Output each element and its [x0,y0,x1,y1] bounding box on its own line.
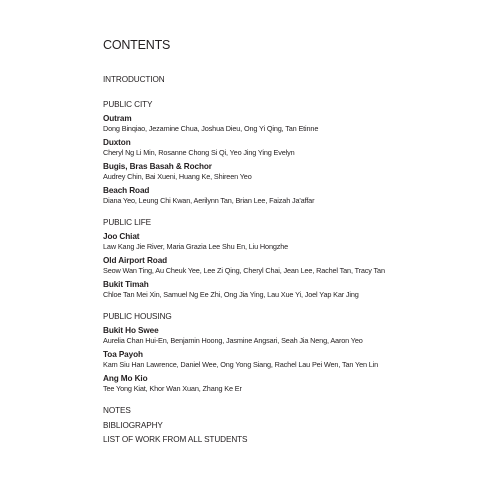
toc-entry[interactable] [103,186,463,206]
toc-item-introduction[interactable]: INTRODUCTION [103,75,165,84]
toc-item-end[interactable]: BIBLIOGRAPHY [103,420,163,430]
toc-section [103,311,463,394]
toc-entry[interactable] [103,232,463,252]
entry-title: Bukit Timah [103,280,149,289]
contents-page [103,37,463,449]
toc-end-items [103,405,463,445]
toc-sections [103,99,463,394]
toc-item-end[interactable]: LIST OF WORK FROM ALL STUDENTS [103,435,248,444]
toc-section [103,217,463,300]
toc-section [103,99,463,206]
entry-title: Bukit Ho Swee [103,326,159,335]
entry-authors: Chloe Tan Mei Xin, Samuel Ng Ee Zhi, Ong Jia Ying, Lau Xue Yi, Joel Yap Kar Jing [103,290,359,299]
toc-entry[interactable] [103,280,463,300]
entry-title: Outram [103,114,132,123]
entry-authors: Tee Yong Kiat, Khor Wan Xuan, Zhang Ke Er [103,384,242,393]
toc-entry[interactable] [103,256,463,276]
entry-authors: Kam Siu Han Lawrence, Daniel Wee, Ong Yong Siang, Rachel Lau Pei Wen, Tan Yen Lin [103,360,379,369]
entry-authors: Law Kang Jie River, Maria Grazia Lee Shu En, Liu Hongzhe [103,242,289,251]
entry-title: Beach Road [103,186,150,195]
entry-authors: Diana Yeo, Leung Chi Kwan, Aerilynn Tan, Brian Lee, Faizah Ja'affar [103,196,315,205]
toc-entry[interactable] [103,326,463,346]
entry-authors: Cheryl Ng Li Min, Rosanne Chong Si Qi, Yeo Jing Ying Evelyn [103,148,295,157]
section-heading[interactable]: PUBLIC HOUSING [103,312,172,321]
entry-authors: Dong Binqiao, Jezamine Chua, Joshua Dieu, Ong Yi Qing, Tan Etinne [103,124,319,133]
toc-entry[interactable] [103,374,463,394]
section-heading[interactable]: PUBLIC CITY [103,100,153,109]
toc-entry[interactable] [103,162,463,182]
section-heading[interactable]: PUBLIC LIFE [103,218,152,227]
page-title: CONTENTS [103,38,171,52]
toc-entry[interactable] [103,114,463,134]
toc-item-end[interactable]: NOTES [103,406,131,415]
entry-title: Ang Mo Kio [103,374,148,383]
entry-authors: Seow Wan Ting, Au Cheuk Yee, Lee Zi Qing, Cheryl Chai, Jean Lee, Rachel Tan, Tracy Tan [103,266,385,275]
entry-authors: Aurelia Chan Hui-En, Benjamin Hoong, Jasmine Angsari, Seah Jia Neng, Aaron Yeo [103,336,363,345]
entry-title: Joo Chiat [103,232,140,241]
entry-title: Duxton [103,138,131,147]
entry-title: Toa Payoh [103,350,143,359]
entry-title: Bugis, Bras Basah & Rochor [103,162,212,171]
entry-authors: Audrey Chin, Bai Xueni, Huang Ke, Shireen Yeo [103,172,252,181]
toc-entry[interactable] [103,138,463,158]
toc-entry[interactable] [103,350,463,370]
entry-title: Old Airport Road [103,256,168,265]
